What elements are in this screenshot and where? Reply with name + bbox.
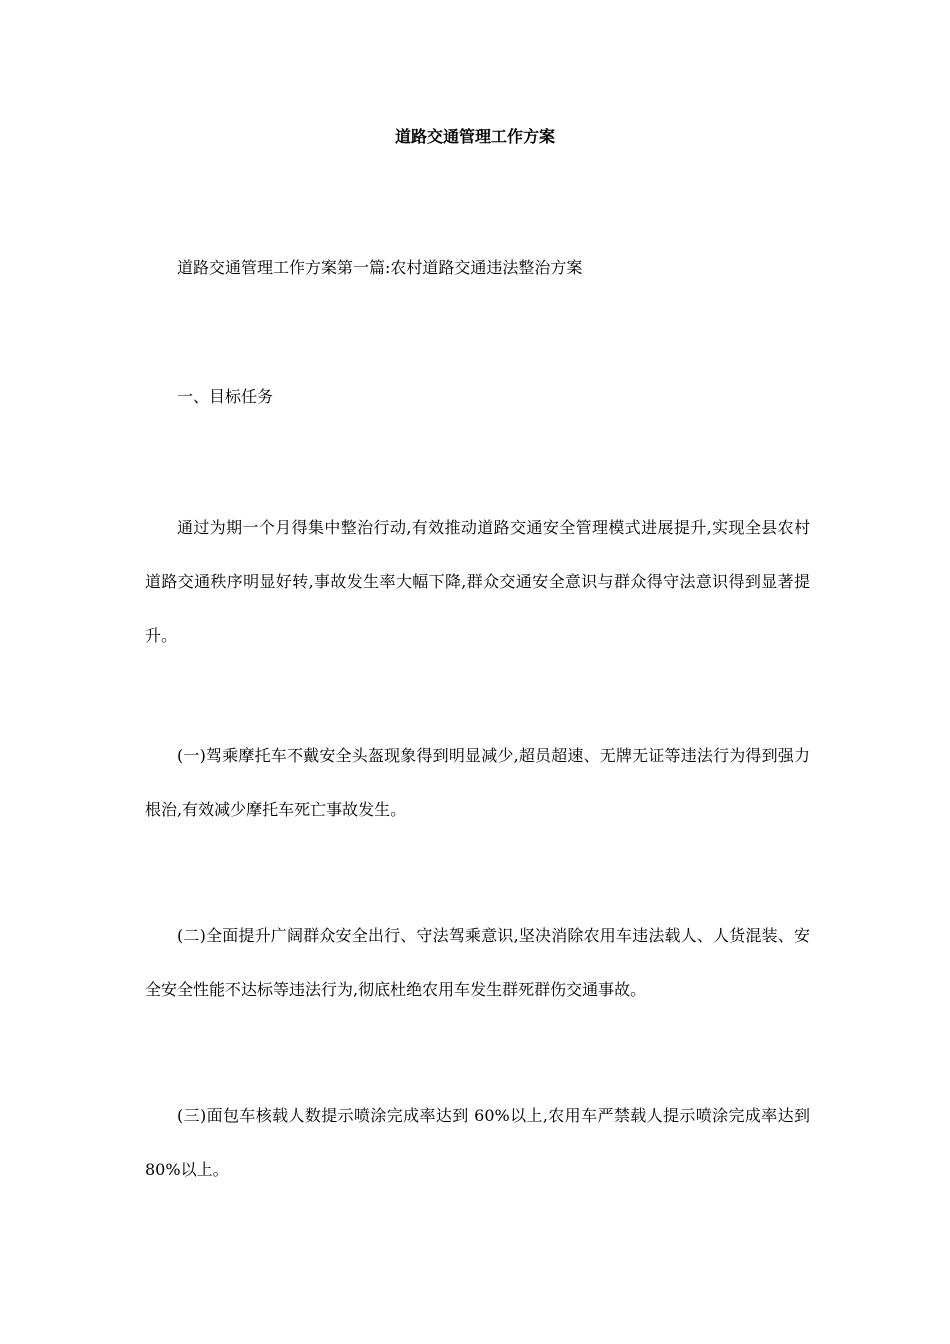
document-subtitle: 道路交通管理工作方案第一篇:农村道路交通违法整治方案 bbox=[177, 258, 583, 277]
paragraph-item-2: (二)全面提升广阔群众安全出行、守法驾乘意识,坚决消除农用车违法载人、人货混装、安全安全性能不达标等违法行为,彻底杜绝农用车发生群死群伤交通事故。 bbox=[145, 926, 810, 999]
section-heading: 一、目标任务 bbox=[177, 387, 274, 406]
document-title: 道路交通管理工作方案 bbox=[394, 127, 555, 146]
paragraph-goal: 通过为期一个月得集中整治行动,有效推动道路交通安全管理模式进展提升,实现全县农村道路交通秩序明显好转,事故发生率大幅下降,群众交通安全意识与群众得守法意识得到显著提升。 bbox=[145, 518, 810, 645]
paragraph-item-1: (一)驾乘摩托车不戴安全头盔现象得到明显减少,超员超速、无牌无证等违法行为得到强力根治,有效减少摩托车死亡事故发生。 bbox=[145, 746, 810, 819]
paragraph-item-3: (三)面包车核载人数提示喷涂完成率达到 60%以上,农用车严禁载人提示喷涂完成率达到 80%以上。 bbox=[145, 1106, 810, 1179]
